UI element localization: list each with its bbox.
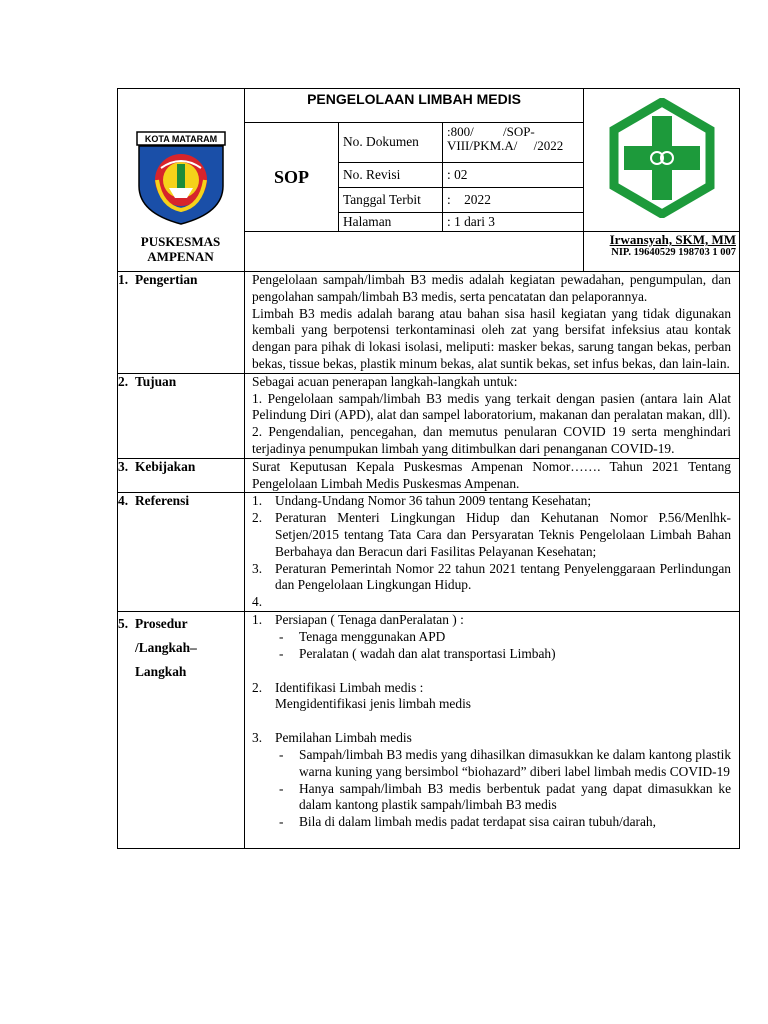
signer-name: Irwansyah, SKM, MM xyxy=(609,232,737,247)
puskesmas-green-cross-icon xyxy=(602,98,722,218)
no-dokumen-label: No. Dokumen xyxy=(339,123,443,163)
sop-label: SOP xyxy=(245,123,339,232)
list-number: 2. xyxy=(252,510,263,526)
list-number: 1. xyxy=(252,493,263,509)
section-label-referensi xyxy=(118,493,245,612)
section-number: 4. xyxy=(118,493,129,509)
document-title: PENGELOLAAN LIMBAH MEDIS xyxy=(245,89,584,123)
section-label-tujuan xyxy=(118,373,245,458)
list-item xyxy=(252,646,731,663)
section-body-kebijakan: Surat Keputusan Kepala Puskesmas Ampenan Nomor……. Tahun 2021 Tentang Pengelolaan Limbah Medis Puskesmas Ampenan. xyxy=(245,458,740,493)
section-label-prosedur xyxy=(118,612,245,849)
section-body-prosedur xyxy=(245,612,740,849)
list-item xyxy=(252,510,731,560)
no-dokumen-line-2: VIII/PKM.A/ /2022 xyxy=(447,138,564,153)
no-dokumen-line-1: :800/ /SOP- xyxy=(447,124,535,139)
list-number: 4. xyxy=(252,594,263,610)
list-text: Hanya sampah/limbah B3 medis berbentuk padat yang dapat dimasukkan ke dalam kantong plastik sampah/limbah B3 medis xyxy=(299,780,732,813)
list-item xyxy=(252,747,731,781)
no-dokumen-value xyxy=(443,123,584,163)
signature-space xyxy=(245,232,584,272)
prosedur-step-3 xyxy=(252,730,731,747)
list-item xyxy=(252,493,731,510)
section-title-line-3: Langkah xyxy=(135,664,187,680)
signature-block xyxy=(584,232,740,272)
puskesmas-logo-cell xyxy=(584,89,740,232)
section-body-referensi xyxy=(245,493,740,612)
dash-bullet: - xyxy=(279,645,284,661)
kota-mataram-emblem-icon xyxy=(131,128,231,228)
dash-bullet: - xyxy=(279,746,284,762)
section-label-kebijakan xyxy=(118,458,245,493)
sop-table xyxy=(117,88,740,849)
section-title-line-2: /Langkah– xyxy=(135,640,197,656)
tujuan-intro: Sebagai acuan penerapan langkah-langkah untuk: xyxy=(252,373,518,389)
section-body-pengertian xyxy=(245,272,740,374)
list-text: Peralatan ( wadah dan alat transportasi Limbah) xyxy=(299,645,556,661)
prosedur-step-2 xyxy=(252,680,731,697)
dash-bullet: - xyxy=(279,780,284,796)
halaman-value: : 1 dari 3 xyxy=(443,213,584,232)
section-label-pengertian xyxy=(118,272,245,374)
pengertian-paragraph-1: Pengelolaan sampah/limbah B3 medis adalah kegiatan pewadahan, pengumpulan, dan pengolahan sampah/limbah B3 medis, serta pencatatan dan pelaporannya. xyxy=(252,272,732,304)
section-title: Pengertian xyxy=(135,272,198,287)
section-body-tujuan xyxy=(245,373,740,458)
logo-text: KOTA MATARAM xyxy=(144,133,218,144)
step-2-text: Mengidentifikasi jenis limbah medis xyxy=(275,696,471,712)
list-text: Peraturan Menteri Lingkungan Hidup dan Kehutanan Nomor P.56/Menlhk-Setjen/2015 tentang Tata Cara dan Persyaratan Teknis Pengelolaan Limbah Bahan Berbahaya dan Beracun dari Fasilitas Pelayanan Kesehatan; xyxy=(275,510,732,559)
dash-bullet: - xyxy=(279,814,284,830)
pengertian-paragraph-2: Limbah B3 medis adalah barang atau bahan sisa hasil kegiatan yang tidak digunakan kembali yang berpotensi terkontaminasi oleh zat yang bersifat infeksius atau kontak dengan para pihak di lokasi isolasi, meliputi: masker bekas, sarung tangan bekas, perban bekas, tissue bekas, plastik minum bekas, alat suntik bekas, set infus bekas, dan lain-lain. xyxy=(252,305,732,371)
section-number: 5. xyxy=(118,616,129,632)
tujuan-item-2: 2. Pengendalian, pencegahan, dan memutus penularan COVID 19 serta menghindari terjadinya penumpukan limbah yang ditimbulkan dari penanganan COVID-19. xyxy=(252,424,732,456)
no-revisi-label: No. Revisi xyxy=(339,163,443,188)
step-number: 1. xyxy=(252,612,263,628)
sop-document xyxy=(117,88,739,849)
dash-bullet: - xyxy=(279,628,284,644)
step-title: Identifikasi Limbah medis : xyxy=(275,679,424,695)
step-title: Pemilahan Limbah medis xyxy=(275,730,412,746)
list-item xyxy=(252,629,731,646)
list-number: 3. xyxy=(252,560,263,576)
section-number: 1. xyxy=(118,272,129,287)
list-text: Undang-Undang Nomor 36 tahun 2009 tentang Kesehatan; xyxy=(275,493,592,509)
tujuan-item-1: 1. Pengelolaan sampah/limbah B3 medis yang terkait dengan pasien (antara lain Alat Pelindung Diri (APD), alat dan sampel laboratorium, makanan dan peralatan makan, dll). xyxy=(252,390,732,423)
no-revisi-value: : 02 xyxy=(443,163,584,188)
list-text: Sampah/limbah B3 medis yang dihasilkan dimasukkan ke dalam kantong plastik warna kuning yang bersimbol “biohazard” diberi label limbah medis COVID-19 xyxy=(299,746,732,779)
referensi-list xyxy=(252,493,731,611)
signer-nip: NIP. 19640529 198703 1 007 xyxy=(611,247,737,258)
puskesmas-name-line-2: AMPENAN xyxy=(147,249,214,264)
list-item xyxy=(252,561,731,595)
prosedur-step-1 xyxy=(252,612,731,629)
list-text: Bila di dalam limbah medis padat terdapat sisa cairan tubuh/darah, xyxy=(299,814,656,830)
section-number: 3. xyxy=(118,458,129,474)
tanggal-terbit-value: : 2022 xyxy=(443,188,584,213)
list-item xyxy=(252,814,731,831)
list-text: Peraturan Pemerintah Nomor 22 tahun 2021 tentang Penyelenggaraan Perlindungan dan Pengelolaan Lingkungan Hidup. xyxy=(275,560,732,593)
section-title: Tujuan xyxy=(135,373,177,389)
section-title: Prosedur xyxy=(135,616,188,632)
puskesmas-name-line-1: PUSKESMAS xyxy=(140,234,221,249)
section-title: Kebijakan xyxy=(135,458,196,474)
list-item xyxy=(252,781,731,815)
halaman-label: Halaman xyxy=(339,213,443,232)
puskesmas-name-overlay xyxy=(118,229,243,264)
section-title: Referensi xyxy=(135,493,190,509)
step-title: Persiapan ( Tenaga danPeralatan ) : xyxy=(275,612,464,628)
step-number: 2. xyxy=(252,679,263,695)
list-item xyxy=(252,594,731,611)
section-number: 2. xyxy=(118,373,129,389)
step-number: 3. xyxy=(252,730,263,746)
list-text: Tenaga menggunakan APD xyxy=(299,628,446,644)
tanggal-terbit-label: Tanggal Terbit xyxy=(339,188,443,213)
